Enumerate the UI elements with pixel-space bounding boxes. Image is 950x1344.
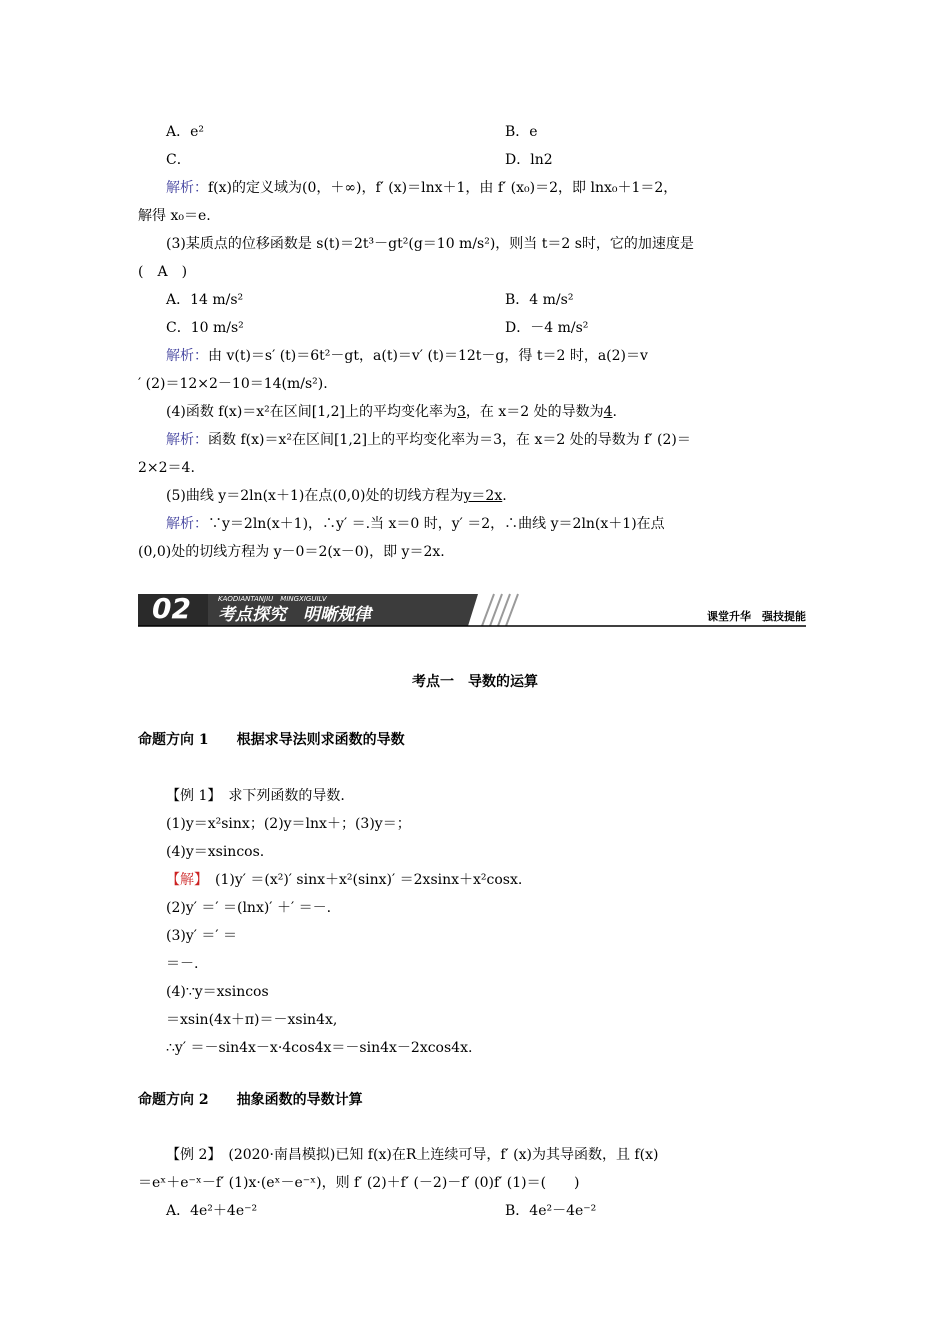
q3-option-a: A．14 m/s²	[166, 292, 244, 308]
q4-text-mid: ，在 x＝2 处的导数为	[465, 404, 604, 420]
analysis-label: 解析：	[166, 432, 208, 448]
solution-line-1	[166, 870, 522, 890]
analysis-label: 解析：	[166, 516, 208, 532]
ex2-option-b: B．4e²－4e⁻²	[505, 1203, 597, 1219]
q4-answer-2: 4	[603, 404, 613, 420]
q5-analysis-cont: (0,0)处的切线方程为 y－0＝2(x－0)，即 y＝2x.	[138, 544, 445, 560]
example-label: 【例 1】	[166, 788, 215, 804]
banner-title: 考点探究 明晰规律	[218, 605, 371, 625]
solution-line-3: (3)y′ ＝′ ＝	[166, 928, 237, 944]
solution-line-5: (4)∵y＝xsincos	[166, 984, 269, 1000]
analysis-text: 由 v(t)＝s′ (t)＝6t²－gt，a(t)＝v′ (t)＝12t－g，得 t＝2 时，a(2)＝v	[208, 348, 648, 364]
analysis-text: f(x)的定义域为(0，＋∞)，f′ (x)＝lnx＋1，由 f′ (x₀)＝2，即 lnx₀＋1＝2，	[208, 180, 678, 196]
q5-text-end: .	[502, 488, 507, 504]
solution-line-2: (2)y′ ＝′ ＝(lnx)′ ＋′ ＝－.	[166, 900, 332, 916]
ex1-line-2: (4)y＝xsincos.	[166, 844, 265, 860]
q4-answer-1: 3	[456, 404, 466, 420]
q5-stem	[166, 486, 507, 506]
analysis-label: 解析：	[166, 348, 208, 364]
analysis-text: ∵y＝2ln(x＋1)，∴y′ ＝.当 x＝0 时，y′ ＝2，∴曲线 y＝2ln(x＋1)在点	[208, 516, 665, 532]
option-d: D．ln2	[505, 152, 553, 168]
q3-option-c: C．10 m/s²	[166, 320, 244, 336]
q4-analysis	[166, 430, 691, 450]
q4-stem	[166, 402, 617, 422]
ex1-line-1: (1)y＝x²sinx；(2)y＝lnx＋；(3)y＝；	[166, 816, 411, 832]
q3-stem: (3)某质点的位移函数是 s(t)＝2t³－gt²(g＝10 m/s²)，则当 t＝2 s时，它的加速度是	[166, 236, 694, 252]
direction-2-heading: 命题方向 2 抽象函数的导数计算	[138, 1092, 363, 1108]
q5-answer: y＝2x	[463, 488, 503, 504]
q2-analysis-cont: 解得 x₀＝e.	[138, 208, 211, 224]
ex2-line-2: ＝eˣ＋e⁻ˣ－f′ (1)x·(eˣ－e⁻ˣ)，则 f′ (2)＋f′ (－2)－f′ (0)f′ (1)＝( )	[138, 1175, 580, 1191]
q3-analysis	[166, 346, 648, 366]
option-a: A．e²	[166, 124, 205, 140]
q4-text-end: .	[612, 404, 617, 420]
solution-line-6: ＝xsin(4x＋π)＝－xsin4x,	[166, 1012, 338, 1028]
q4-text: (4)函数 f(x)＝x²在区间[1,2]上的平均变化率为	[166, 404, 457, 420]
solution-text: (1)y′ ＝(x²)′ sinx＋x²(sinx)′ ＝2xsinx＋x²cosx.	[215, 872, 523, 888]
example-text: 求下列函数的导数.	[228, 788, 345, 804]
example-label: 【例 2】	[166, 1147, 215, 1163]
example-text: (2020·南昌模拟)已知 f(x)在R上连续可导，f′ (x)为其导函数，且 f(x)	[228, 1147, 659, 1163]
q2-analysis	[166, 178, 677, 198]
q5-text: (5)曲线 y＝2ln(x＋1)在点(0,0)处的切线方程为	[166, 488, 464, 504]
solution-line-4: ＝－.	[166, 956, 199, 972]
analysis-label: 解析：	[166, 180, 208, 196]
ex2-option-a: A．4e²＋4e⁻²	[166, 1203, 258, 1219]
section-banner	[138, 588, 806, 628]
q3-option-d: D．－4 m/s²	[505, 320, 589, 336]
solution-label: 【解】	[166, 872, 201, 888]
q5-analysis	[166, 514, 665, 534]
example-2	[166, 1145, 658, 1165]
solution-line-7: ∴y′ ＝－sin4x－x·4cos4x＝－sin4x－2xcos4x.	[166, 1040, 473, 1056]
direction-1-heading: 命题方向 1 根据求导法则求函数的导数	[138, 732, 405, 748]
q3-analysis-cont: ′ (2)＝12×2－10＝14(m/s²).	[138, 376, 328, 392]
q3-answer: ( A )	[138, 264, 188, 280]
banner-pinyin: KAODIANTANJIU MINGXIGUILV	[218, 595, 327, 603]
analysis-text: 函数 f(x)＝x²在区间[1,2]上的平均变化率为＝3，在 x＝2 处的导数为 f′ (2)＝	[208, 432, 691, 448]
option-b: B．e	[505, 124, 538, 140]
q3-option-b: B．4 m/s²	[505, 292, 574, 308]
q4-analysis-cont: 2×2＝4.	[138, 460, 195, 476]
example-1	[166, 786, 345, 806]
banner-right-text: 课堂升华 强技提能	[707, 610, 806, 623]
option-c: C．	[166, 152, 191, 168]
section-title: 考点一 导数的运算	[412, 674, 538, 690]
banner-number: 02	[152, 592, 191, 625]
